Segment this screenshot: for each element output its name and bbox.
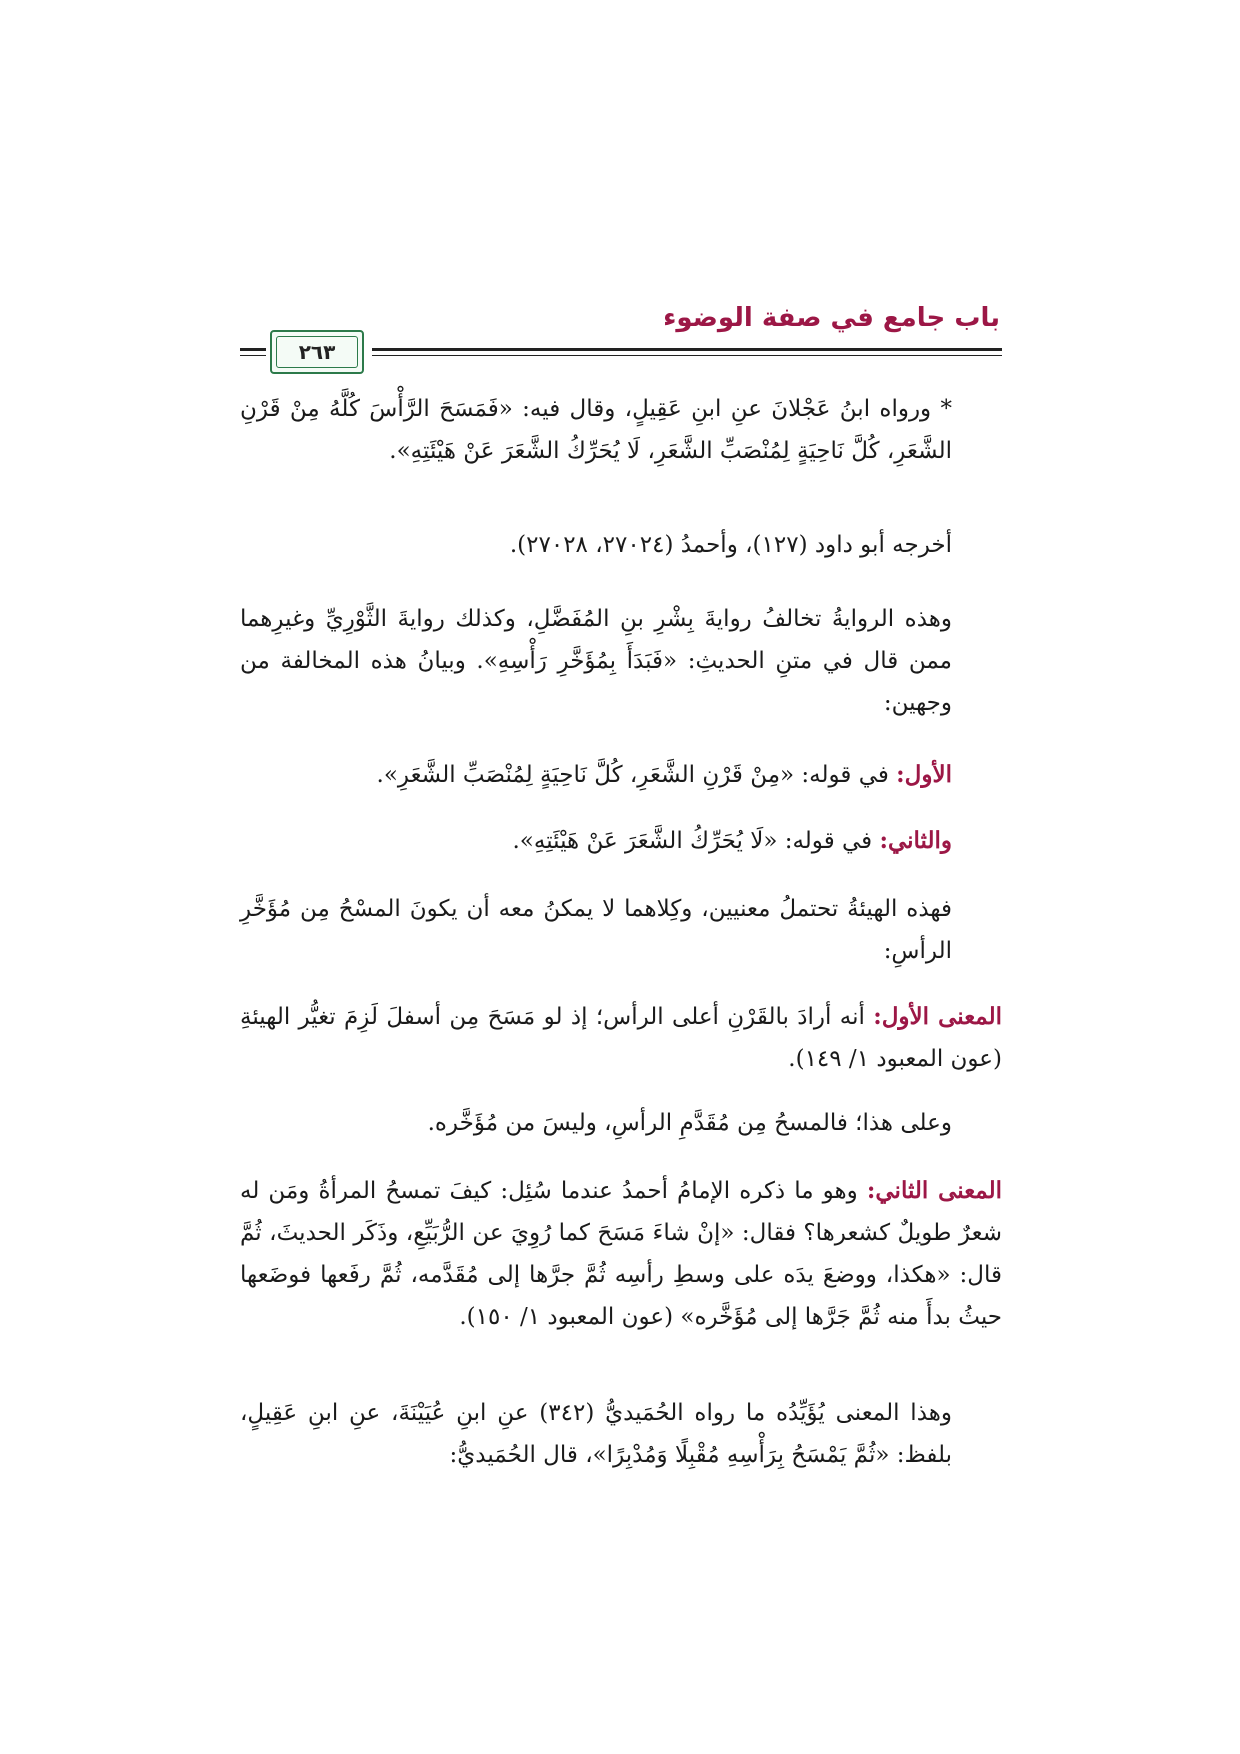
point-second-label: والثاني: — [879, 827, 952, 854]
meaning-second-text — [240, 1170, 1002, 1338]
point-first-text — [240, 754, 1002, 796]
paragraph-text: وعلى هذا؛ فالمسحُ مِن مُقَدَّمِ الرأسِ، وليسَ من مُؤَخَّره. — [427, 1110, 952, 1136]
page-number: ٢٦٣ — [298, 340, 336, 364]
meaning-second-label: المعنى الثاني: — [866, 1177, 1002, 1204]
point-second-text — [240, 820, 1002, 862]
meaning-first-label: المعنى الأول: — [873, 1003, 1002, 1030]
paragraph-text: وهذا المعنى يُؤَيِّدُه ما رواه الحُمَيديُّ (٣٤٢) عنِ ابنِ عُيَيْنَةَ، عنِ ابنِ عَقِيلٍ، بلفظ: «ثُمَّ يَمْسَحُ بِرَأْسِهِ مُقْبِلًا وَمُدْبِرًا»، قال الحُمَيديُّ: — [240, 1400, 952, 1468]
page-number-frame-inner — [276, 336, 358, 368]
meaning-first-body: أنه أرادَ بالقَرْنِ أعلى الرأس؛ إذ لو مَسَحَ مِن أسفلَ لَزِمَ تغيُّر الهيئةِ (عون المعبود ١/ ١٤٩). — [240, 1004, 1002, 1072]
paragraph-humaydi — [240, 1392, 1002, 1476]
paragraph-text: أخرجه أبو داود (١٢٧)، وأحمدُ (٢٧٠٢٤، ٢٧٠٢٨). — [509, 532, 952, 558]
point-second — [240, 820, 1002, 862]
point-second-body: في قوله: «لَا يُحَرِّكُ الشَّعَرَ عَنْ هَيْئَتِهِ». — [512, 828, 880, 854]
meaning-first — [240, 996, 1002, 1080]
header-rule — [372, 348, 1002, 356]
paragraph-text: * ورواه ابنُ عَجْلانَ عنِ ابنِ عَقِيلٍ، وقال فيه: «فَمَسَحَ الرَّأْسَ كُلَّهُ مِنْ قَرْنِ الشَّعَرِ، كُلَّ نَاحِيَةٍ لِمُنْصَبِّ الشَّعَرِ، لَا يُحَرِّكُ الشَّعَرَ عَنْ هَيْئَتِهِ». — [240, 396, 952, 464]
point-first-label: الأول: — [896, 761, 952, 788]
meaning-first-text — [240, 996, 1002, 1080]
paragraph-text: فهذه الهيئةُ تحتملُ معنيين، وكِلاهما لا يمكنُ معه أن يكونَ المسْحُ مِن مُؤَخَّرِ الرأسِ: — [240, 896, 952, 964]
paragraph-mukhalafa — [240, 598, 1002, 724]
header-rule-short — [240, 348, 266, 356]
paragraph-takhrij — [240, 524, 1002, 566]
paragraph-ibn-ajlan — [240, 388, 1002, 472]
point-first — [240, 754, 1002, 796]
meaning-second — [240, 1170, 1002, 1338]
paragraph-conclusion — [240, 1102, 1002, 1144]
page-number-frame — [270, 330, 364, 374]
paragraph-text: وهذه الروايةُ تخالفُ روايةَ بِشْرِ بنِ المُفَضَّلِ، وكذلك روايةَ الثَّوْرِيِّ وغيرِهما ممن قال في متنِ الحديثِ: «فَبَدَأَ بِمُؤَخَّرِ رَأْسِهِ». وبيانُ هذه المخالفة من وجهين: — [240, 606, 952, 716]
paragraph-hay-a — [240, 888, 1002, 972]
meaning-second-body: وهو ما ذكره الإمامُ أحمدُ عندما سُئِل: كيفَ تمسحُ المرأةُ ومَن له شعرٌ طويلٌ كشعرها؟ فقال: «إنْ شاءَ مَسَحَ كما رُوِيَ عن الرُّبَيِّعِ، وذَكَر الحديثَ، ثُمَّ قال: «هكذا، ووضعَ يدَه على وسطِ رأسِه ثُمَّ جرَّها إلى مُقَدَّمه، ثُمَّ رفَعها فوضَعها حيثُ بدأَ منه ثُمَّ جَرَّها إلى مُؤَخَّره» (عون المعبود ١/ ١٥٠). — [240, 1178, 1002, 1330]
point-first-body: في قوله: «مِنْ قَرْنِ الشَّعَرِ، كُلَّ نَاحِيَةٍ لِمُنْصَبِّ الشَّعَرِ». — [376, 762, 897, 788]
chapter-title: باب جامع في صفة الوضوء — [663, 303, 1000, 333]
